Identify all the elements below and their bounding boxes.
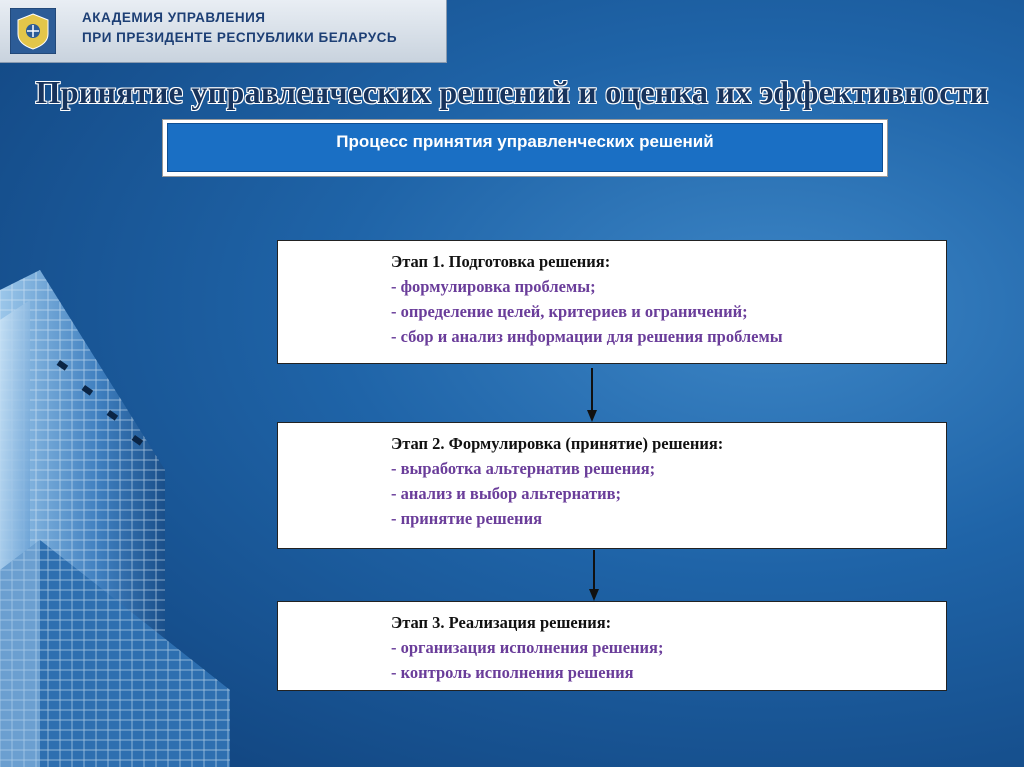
stage-box-3 — [277, 601, 947, 691]
subtitle-bar — [167, 123, 883, 172]
academy-emblem-icon — [10, 8, 56, 54]
stage-box-2 — [277, 422, 947, 549]
subtitle-box — [163, 120, 887, 176]
stage-item: - формулировка проблемы; — [391, 277, 596, 296]
stage-item: - анализ и выбор альтернатив; — [391, 484, 622, 503]
arrow-down-icon — [586, 550, 602, 601]
building-illustration — [0, 270, 300, 767]
stage-box-1 — [277, 240, 947, 364]
stage-item: - организация исполнения решения; — [391, 638, 664, 657]
org-name-line1: АКАДЕМИЯ УПРАВЛЕНИЯ — [82, 10, 266, 25]
stage-item: - контроль исполнения решения — [391, 663, 634, 682]
stage-item: - выработка альтернатив решения; — [391, 459, 656, 478]
page-title: Принятие управленческих решений и оценка их эффективности — [35, 74, 989, 110]
org-name-line2: ПРИ ПРЕЗИДЕНТЕ РЕСПУБЛИКИ БЕЛАРУСЬ — [82, 30, 398, 45]
header-bar — [0, 0, 447, 63]
stage-heading: Этап 1. Подготовка решения: — [391, 252, 611, 271]
subtitle-text: Процесс принятия управленческих решений — [336, 132, 714, 151]
stage-item: - сбор и анализ информации для решения проблемы — [391, 327, 783, 346]
stage-content — [391, 610, 663, 685]
stage-item: - принятие решения — [391, 509, 542, 528]
stage-item: - определение целей, критериев и ограничений; — [391, 302, 748, 321]
stage-content — [391, 249, 783, 349]
stage-content — [391, 431, 723, 531]
arrow-down-icon — [584, 368, 600, 422]
stage-heading: Этап 3. Реализация решения: — [391, 613, 612, 632]
stage-heading: Этап 2. Формулировка (принятие) решения: — [391, 434, 724, 453]
